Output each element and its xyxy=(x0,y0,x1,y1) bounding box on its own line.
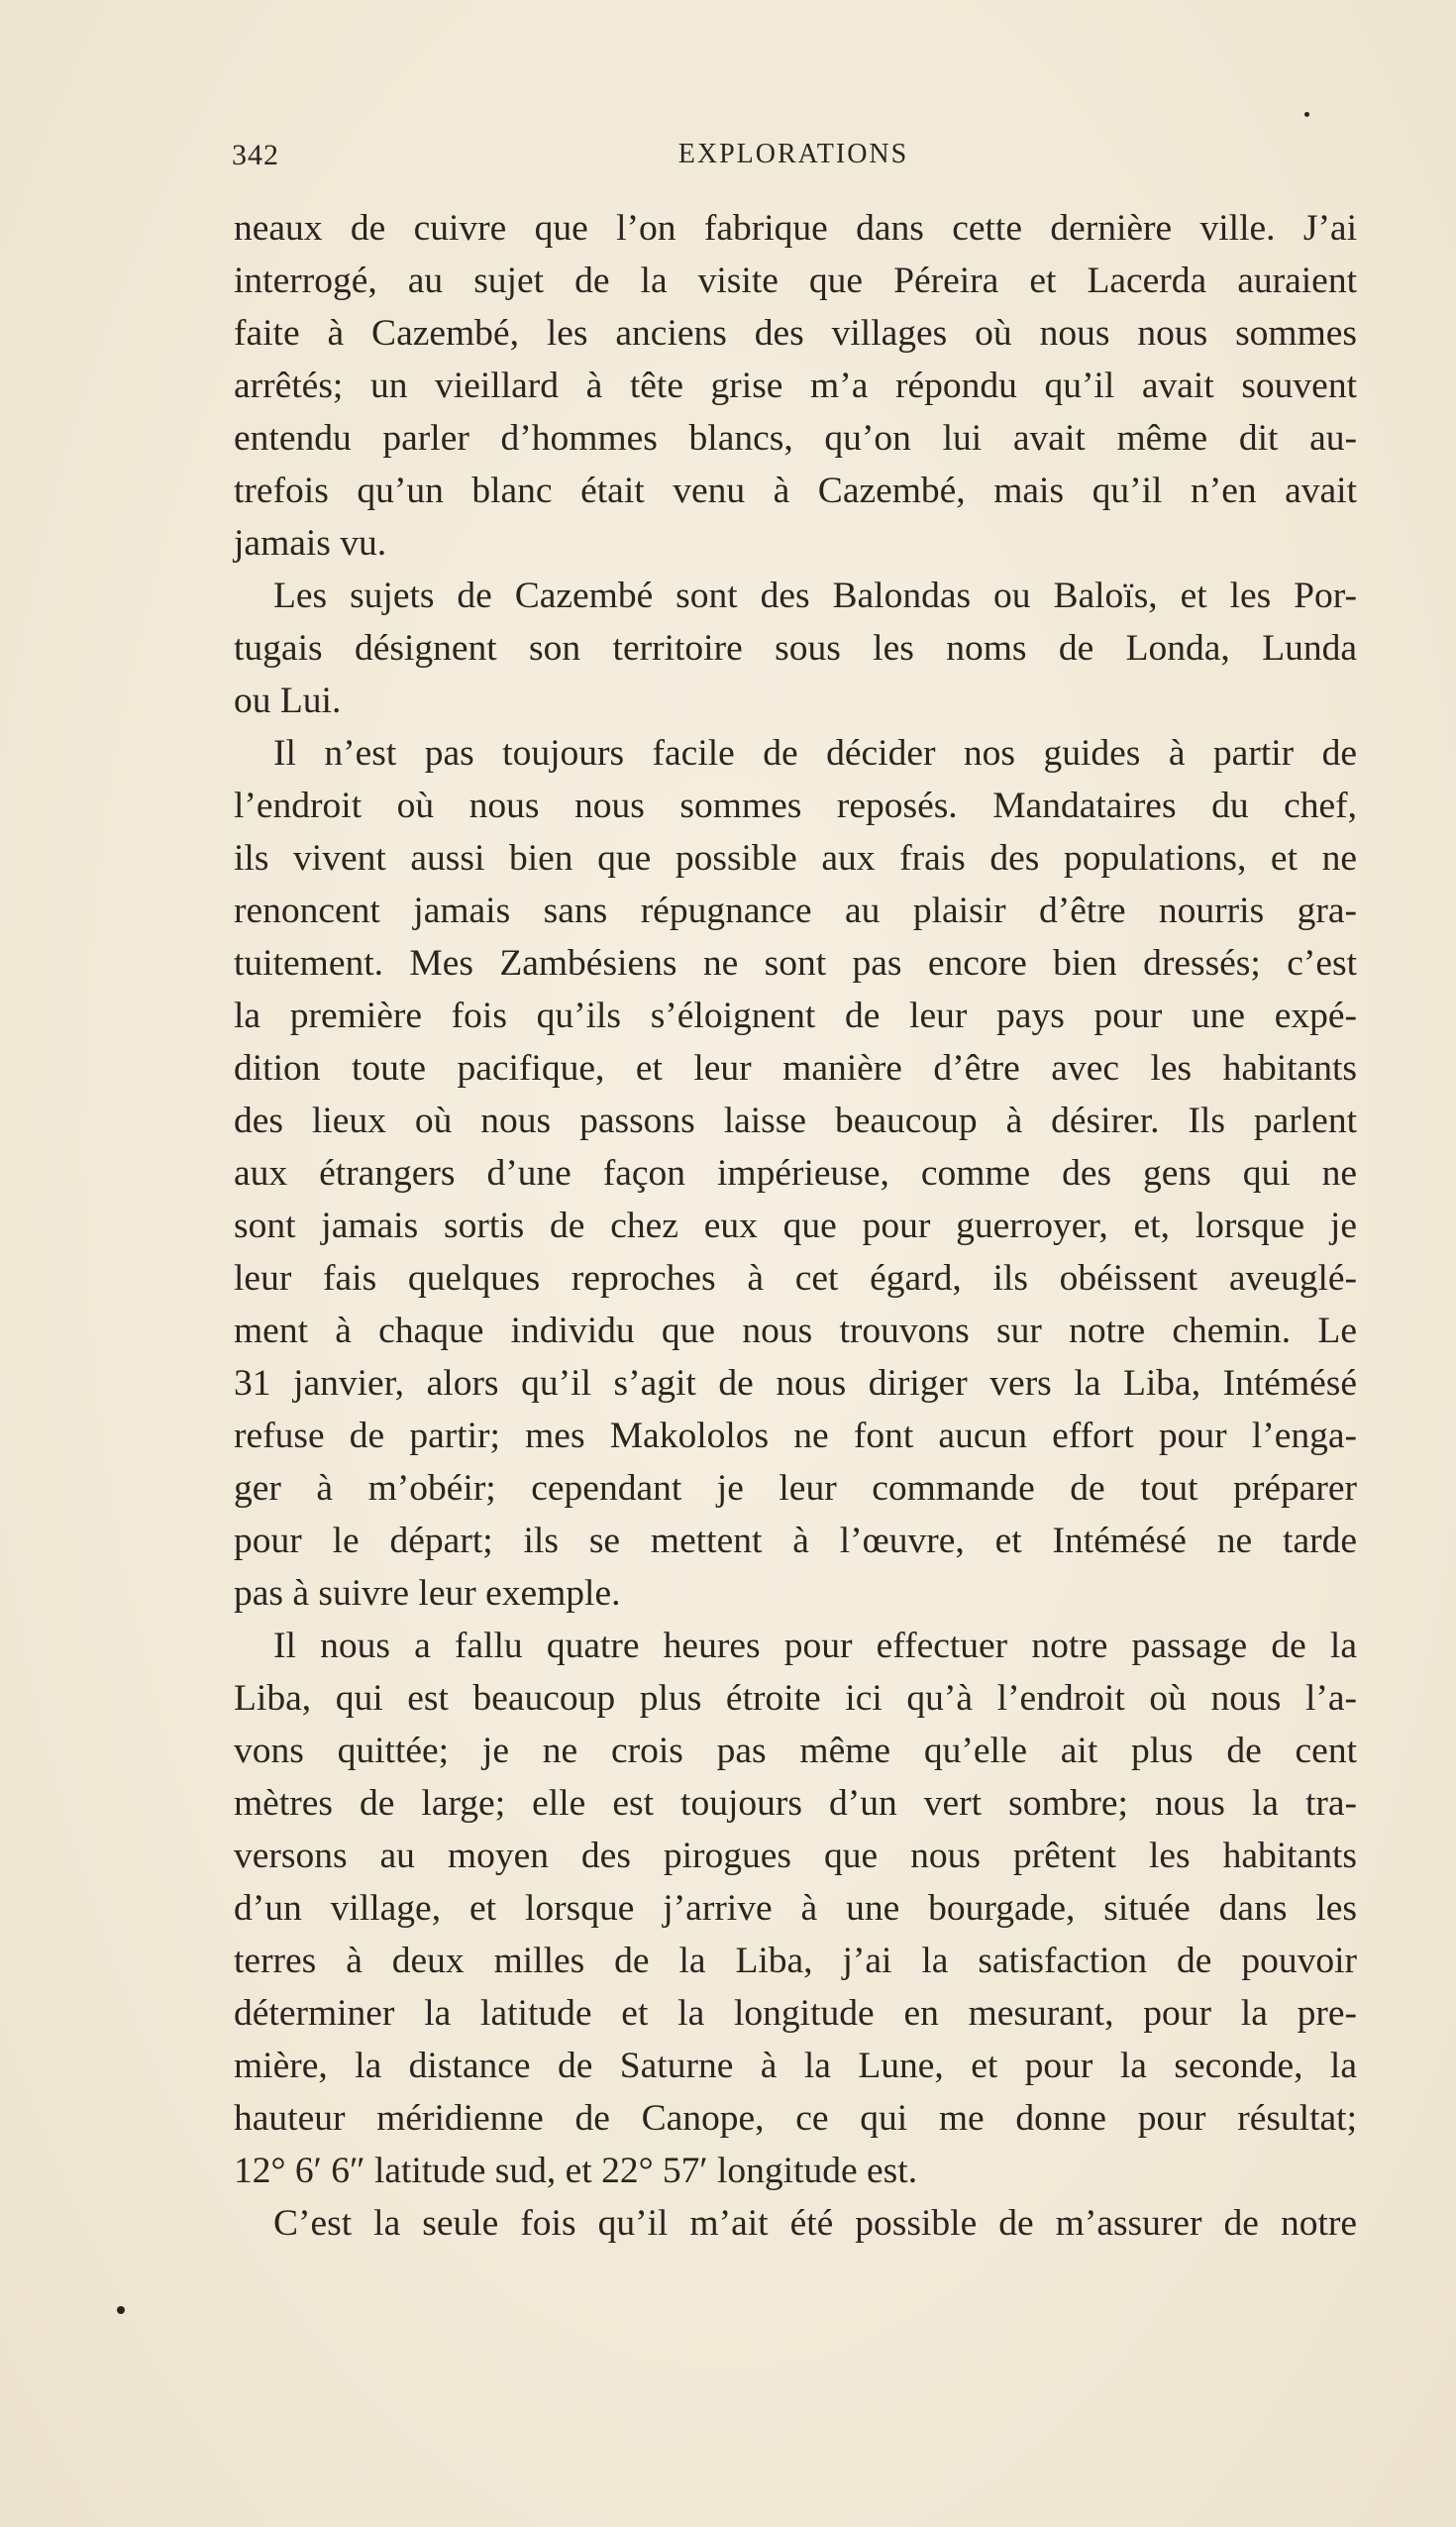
text-line: pour le départ; ils se mettent à l’œuvre, et Intémésé ne tarde xyxy=(234,1521,1357,1561)
paragraph xyxy=(234,727,1357,1620)
text-line: arrêtés; un vieillard à tête grise m’a répondu qu’il avait souvent xyxy=(234,366,1357,406)
page-number: 342 xyxy=(232,139,279,171)
text-line: Les sujets de Cazembé sont des Balondas ou Baloïs, et les Por- xyxy=(273,576,1357,616)
text-line: mière, la distance de Saturne à la Lune, et pour la seconde, la xyxy=(234,2046,1357,2086)
text-line: C’est la seule fois qu’il m’ait été possible de m’assurer de notre xyxy=(273,2203,1357,2244)
text-line: Liba, qui est beaucoup plus étroite ici qu’à l’endroit où nous l’a- xyxy=(234,1678,1357,1719)
text-line: aux étrangers d’une façon impérieuse, comme des gens qui ne xyxy=(234,1153,1357,1194)
ink-speck xyxy=(1304,112,1309,117)
text-line: jamais vu. xyxy=(234,523,387,564)
text-line: Il n’est pas toujours facile de décider nos guides à partir de xyxy=(273,733,1357,774)
ink-speck xyxy=(117,2306,125,2314)
text-line: tuitement. Mes Zambésiens ne sont pas encore bien dressés; c’est xyxy=(234,943,1357,984)
text-line: l’endroit où nous nous sommes reposés. Mandataires du chef, xyxy=(234,786,1357,826)
text-line: trefois qu’un blanc était venu à Cazembé, mais qu’il n’en avait xyxy=(234,471,1357,511)
text-line: mètres de large; elle est toujours d’un vert sombre; nous la tra- xyxy=(234,1783,1357,1824)
page-header xyxy=(232,139,1355,182)
text-line: des lieux où nous passons laisse beaucoup à désirer. Ils parlent xyxy=(234,1101,1357,1141)
text-line: terres à deux milles de la Liba, j’ai la satisfaction de pouvoir xyxy=(234,1941,1357,1981)
paragraph xyxy=(234,202,1357,570)
text-line: déterminer la latitude et la longitude en mesurant, pour la pre- xyxy=(234,1993,1357,2034)
text-line: d’un village, et lorsque j’arrive à une bourgade, située dans les xyxy=(234,1888,1357,1929)
text-line: Il nous a fallu quatre heures pour effectuer notre passage de la xyxy=(273,1626,1357,1666)
text-line: ger à m’obéir; cependant je leur commande de tout préparer xyxy=(234,1468,1357,1509)
text-line: faite à Cazembé, les anciens des villages où nous nous sommes xyxy=(234,313,1357,354)
text-line: renoncent jamais sans répugnance au plaisir d’être nourris gra- xyxy=(234,891,1357,931)
text-line: pas à suivre leur exemple. xyxy=(234,1573,621,1614)
text-line: refuse de partir; mes Makololos ne font aucun effort pour l’enga- xyxy=(234,1416,1357,1456)
paragraph xyxy=(234,2197,1357,2250)
body-text xyxy=(234,202,1357,2250)
paragraph xyxy=(234,570,1357,727)
text-line: 12° 6′ 6″ latitude sud, et 22° 57′ longitude est. xyxy=(234,2151,918,2191)
text-line: sont jamais sortis de chez eux que pour guerroyer, et, lorsque je xyxy=(234,1206,1357,1246)
text-line: interrogé, au sujet de la visite que Péreira et Lacerda auraient xyxy=(234,261,1357,301)
text-line: ment à chaque individu que nous trouvons sur notre chemin. Le xyxy=(234,1311,1357,1351)
text-line: 31 janvier, alors qu’il s’agit de nous diriger vers la Liba, Intémésé xyxy=(234,1363,1357,1404)
text-line: neaux de cuivre que l’on fabrique dans cette dernière ville. J’ai xyxy=(234,208,1357,249)
text-line: leur fais quelques reproches à cet égard, ils obéissent aveuglé- xyxy=(234,1258,1357,1299)
text-line: dition toute pacifique, et leur manière d’être avec les habitants xyxy=(234,1048,1357,1089)
text-line: hauteur méridienne de Canope, ce qui me donne pour résultat; xyxy=(234,2098,1357,2139)
text-line: versons au moyen des pirogues que nous prêtent les habitants xyxy=(234,1836,1357,1876)
text-line: entendu parler d’hommes blancs, qu’on lui avait même dit au- xyxy=(234,418,1357,459)
paragraph xyxy=(234,1620,1357,2197)
text-line: la première fois qu’ils s’éloignent de leur pays pour une expé- xyxy=(234,996,1357,1036)
text-line: vons quittée; je ne crois pas même qu’elle ait plus de cent xyxy=(234,1731,1357,1771)
text-line: ou Lui. xyxy=(234,681,342,721)
running-title: EXPLORATIONS xyxy=(677,139,909,169)
text-line: tugais désignent son territoire sous les noms de Londa, Lunda xyxy=(234,628,1357,669)
text-line: ils vivent aussi bien que possible aux frais des populations, et ne xyxy=(234,838,1357,879)
